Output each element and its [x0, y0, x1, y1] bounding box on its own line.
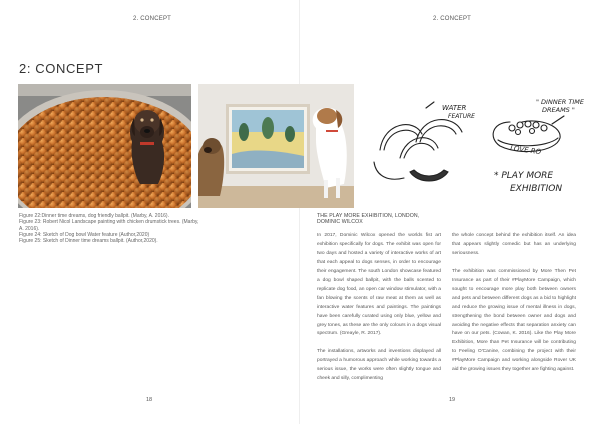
body-paragraph: the whole concept behind the exhibition itself. An idea that appears slightly comedic but has an underlying seriousness. [452, 233, 576, 256]
body-column-2 [452, 232, 576, 384]
caption-figure-24: Figure 24: Sketch of Dog bowl Water feature (Author,2020) [19, 231, 150, 238]
figure-captions [19, 213, 199, 244]
body-paragraph: The exhibition was commissioned by More Then Pet Insurance as part of their #PlayMore Campaign, which sought to encourage more play both between owners and pets and between different dogs as a bid to highlight and reduce the growing issue of mental illness in dogs, strengthening the bond between owner and dogs and avoiding the negative effects that separation anxiety can have on our pets. (Cowan, K. 2016). Like the Play More Exhibition, More than Pet Insurance will be contributing to Feeling O'Canine, combining the project with their #PlayMore Campaign and working alongside Rover UK aid the growing issues they together are fighting against. [452, 268, 576, 373]
page-gutter [299, 0, 300, 424]
article-heading [317, 213, 419, 226]
sketch-label-play-more: * PLAY MORE [494, 171, 554, 181]
body-column-1 [317, 232, 441, 393]
page-number-right: 19 [449, 397, 456, 403]
caption-figure-25: Figure 25: Sketch of Dinner time dreams ballpit. (Author,2020). [19, 238, 158, 245]
article-heading-line-2: DOMINIC WILCOX [317, 219, 363, 226]
sketch-label-dreams: DREAMS " [542, 106, 575, 114]
body-paragraph: The installations, artworks and inventions displayed all portrayed a humorous approach while working towards a serious issue, the works were often slightly tongue and cheek and silly, complimenting [317, 349, 441, 382]
photo-dog-ballpit [18, 84, 191, 208]
sketch-label-dinner-time: " DINNER TIME [536, 98, 584, 106]
section-title: 2: CONCEPT [19, 61, 104, 76]
page-number-left: 18 [146, 397, 153, 403]
running-head-left: 2. CONCEPT [133, 16, 172, 22]
running-head-right: 2. CONCEPT [433, 16, 472, 22]
sketch-label-exhibition: EXHIBITION [510, 184, 563, 194]
sketch-label-bowl: LOVE RO [509, 144, 542, 157]
caption-figure-22: Figure 22:Dinner time dreams, dog friendly ballpit. (Marby, A. 2016). [19, 213, 169, 219]
sketch-illustrations [360, 92, 592, 208]
body-paragraph: In 2017, Dominic Wilcox opened the worlds fist art exhibition specifically for dogs. The exhibit was open for two days and hosted a variety of interactive works of art that each appeal to dogs senses, in order to encourage their engagement. The south London showcase featured a dog bowl shaped ballpit, with the balls scented to replicate dog food, an open car window stimulator, with a fan blowing the scents of raw meat at them as well as interactive water features and paintings. The paintings have been carefully curated using only blue, yellow and grey tones, as these are the only colours in a dogs visual spectrum. (Greayle, R. 2017). [317, 233, 441, 337]
caption-figure-23: Figure 23: Robert Nicol Landscape painting with chicken drumstick trees. (Marby, A. 2016). [19, 219, 199, 232]
article-heading-line-1: THE PLAY MORE EXHIBITION, LONDON, [317, 213, 420, 219]
photo-dogs-painting [198, 84, 354, 208]
sketch-label-feature: FEATURE [448, 113, 475, 120]
sketch-label-water: WATER [442, 104, 467, 112]
